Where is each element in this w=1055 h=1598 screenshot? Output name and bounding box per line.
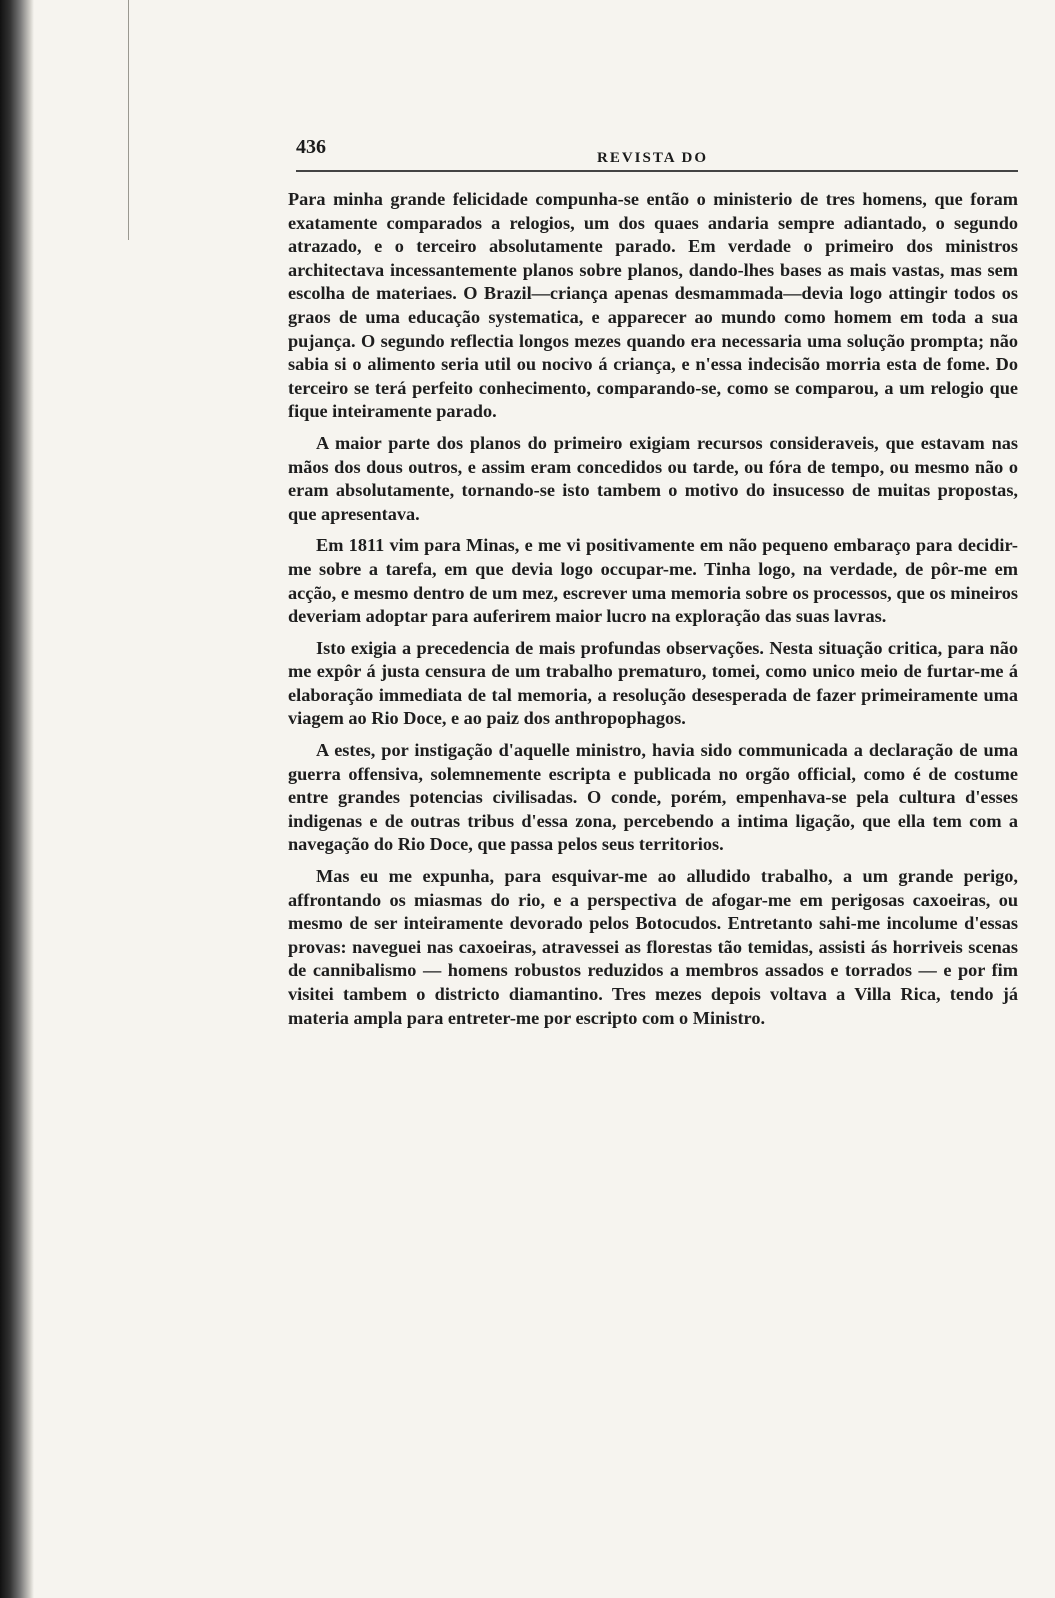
page-header — [296, 136, 1018, 172]
paragraph: A maior parte dos planos do primeiro exigiam recursos consideraveis, que estavam nas mãos dos dous outros, e assim eram concedidos ou tarde, ou fóra de tempo, ou mesmo não o eram absolutamente, tornando-se isto tambem o motivo do insucesso de muitas propostas, que apresentava. — [288, 432, 1018, 524]
body-text — [288, 188, 1018, 1038]
paragraph: Mas eu me expunha, para esquivar-me ao alludido trabalho, a um grande perigo, affrontando os miasmas do rio, e a perspectiva de afogar-me em perigosas caxoeiras, ou mesmo de ser inteiramente devorado pelos Botocudos. Entretanto sahi-me incolume d'essas provas: naveguei nas caxoeiras, atravessei as florestas tão temidas, assisti ás horriveis scenas de cannibalismo — homens robustos reduzidos a membros assados e torrados — e por fim visitei tambem o districto diamantino. Tres mezes depois voltava a Villa Rica, tendo já materia ampla para entreter-me por escripto com o Ministro. — [288, 866, 1018, 1028]
book-binding-shadow — [0, 0, 34, 1598]
page-edge-line — [128, 0, 129, 240]
paragraph: Em 1811 vim para Minas, e me vi positivamente em não pequeno embaraço para decidir-me sobre a tarefa, em que devia logo occupar-me. Tinha logo, na verdade, de pôr-me em acção, e mesmo dentro de um mez, escrever uma memoria sobre os processos, que os mineiros deveriam adoptar para auferirem maior lucro na exploração das suas lavras. — [288, 535, 1018, 627]
running-head: REVISTA DO — [597, 150, 708, 166]
page-number: 436 — [296, 136, 326, 158]
paragraph: A estes, por instigação d'aquelle ministro, havia sido communicada a declaração de uma guerra offensiva, solemnemente escripta e publicada no orgão official, como é de costume entre grandes potencias civilisadas. O conde, porém, empenhava-se pela cultura d'esses indigenas e de outras tribus d'essa zona, percebendo a intima ligação, que ella tem com a navegação do Rio Doce, que passa pelos seus territorios. — [288, 740, 1018, 855]
paragraph: Isto exigia a precedencia de mais profundas observações. Nesta situação critica, para não me expôr á justa censura de um trabalho prematuro, tomei, como unico meio de furtar-me á elaboração immediata de tal memoria, a resolução desesperada de fazer primeiramente uma viagem ao Rio Doce, e ao paiz dos anthropophagos. — [288, 637, 1018, 729]
paragraph: Para minha grande felicidade compunha-se então o ministerio de tres homens, que foram exatamente comparados a relogios, um dos quaes andaria sempre adiantado, o segundo atrazado, e o terceiro absolutamente parado. Em verdade o primeiro dos ministros architectava incessantemente planos sobre planos, dando-lhes bases as mais vastas, mas sem escolha de materiaes. O Brazil—criança apenas desmammada—devia logo attingir todos os graos de uma educação systematica, e apparecer ao mundo como homem em toda a sua pujança. O segundo reflectia longos mezes quando era necessaria uma solução prompta; não sabia si o alimento seria util ou nocivo á criança, e n'essa indecisão morria esta de fome. Do terceiro se terá perfeito conhecimento, comparando-se, como se comparou, a um relogio que fique inteiramente parado. — [288, 189, 1018, 422]
